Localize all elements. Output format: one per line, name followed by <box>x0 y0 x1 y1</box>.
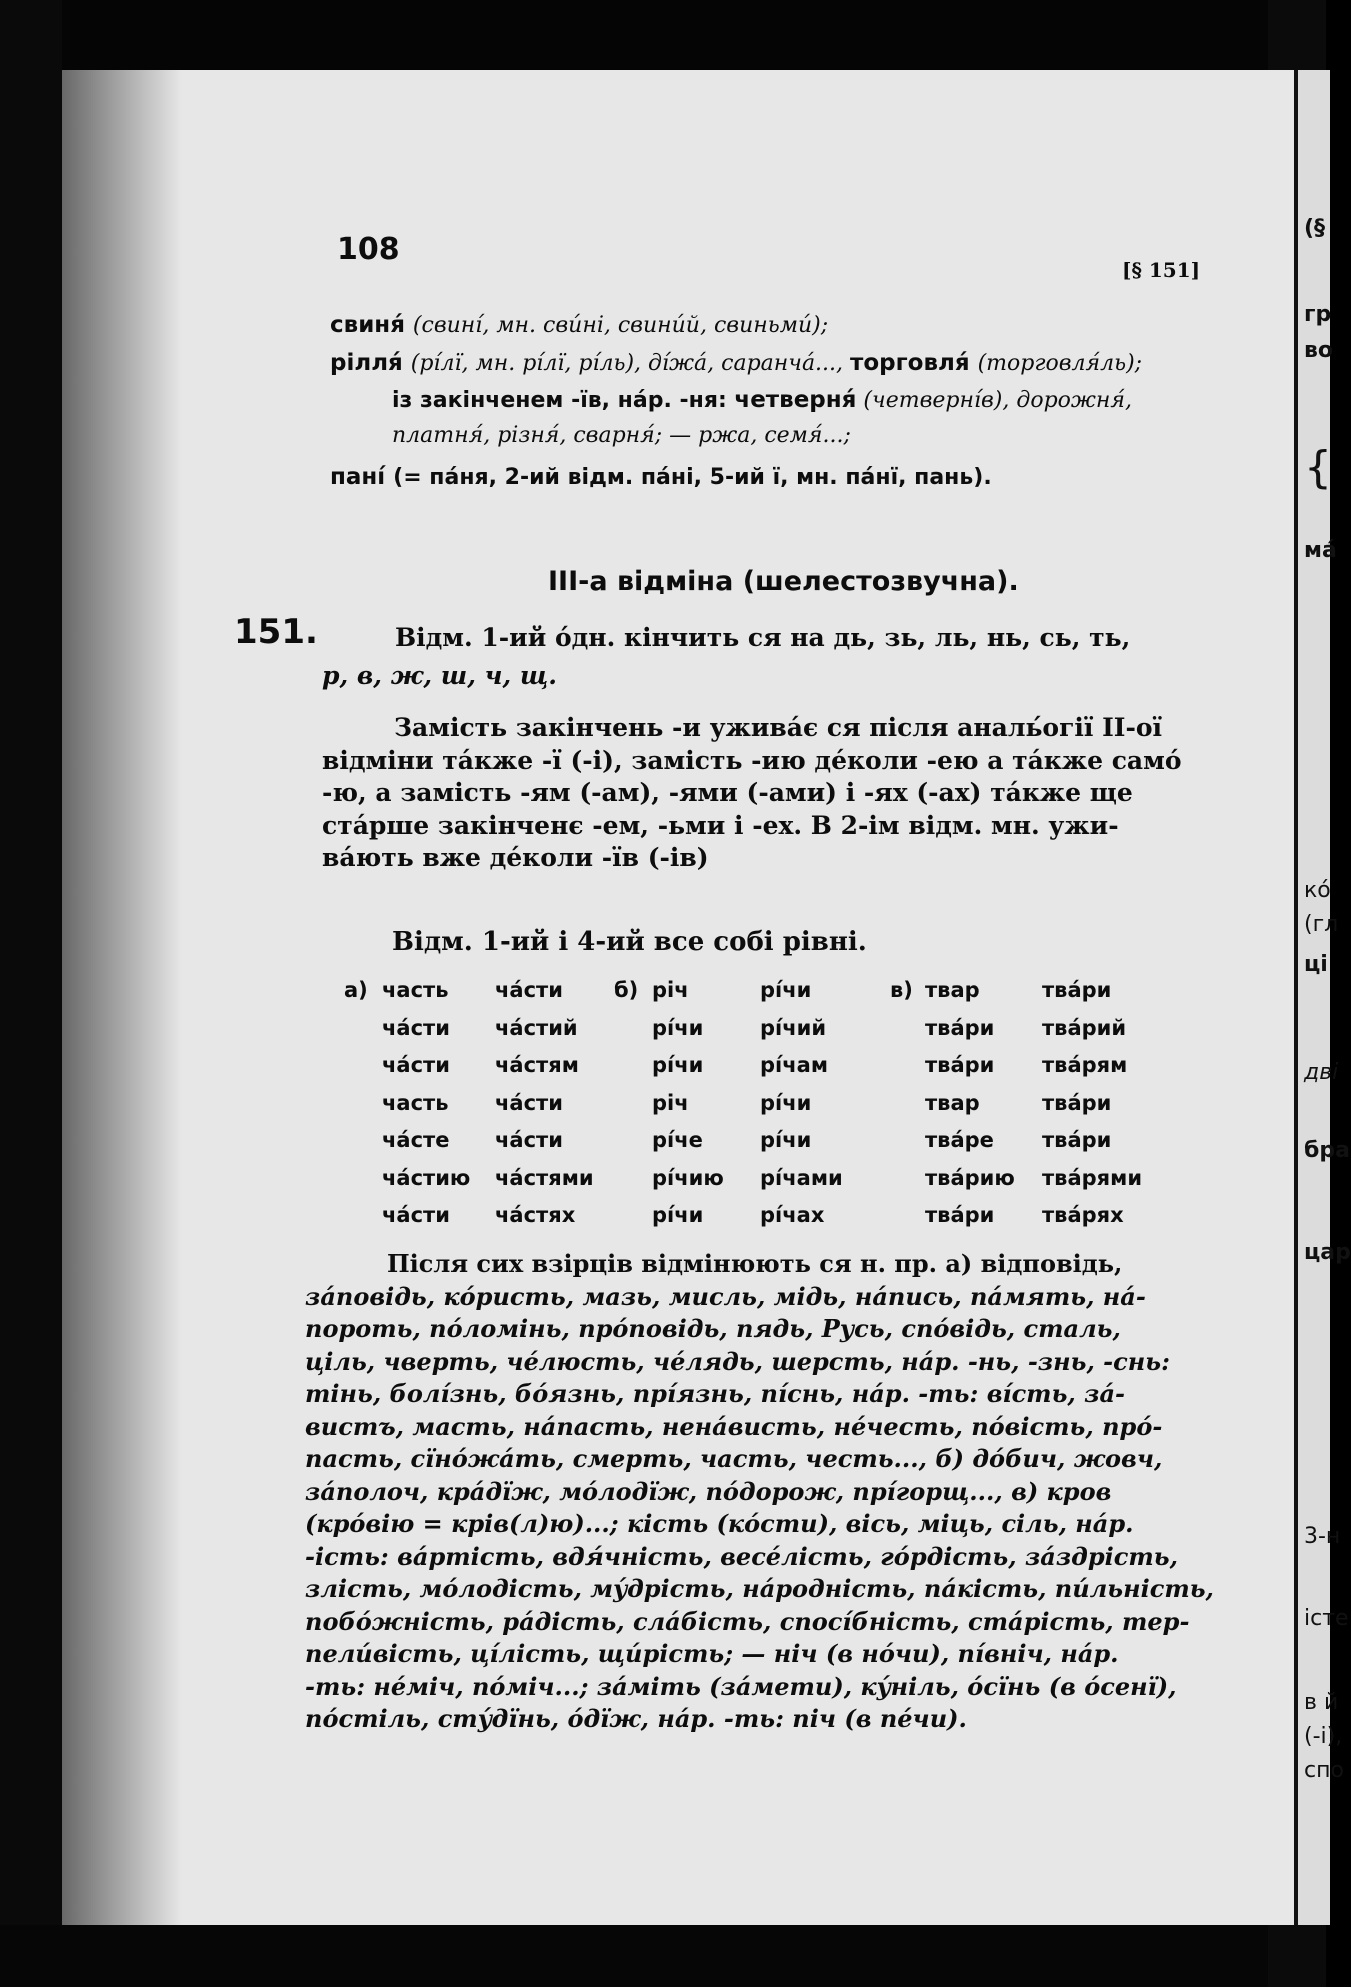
next-page-fragment: мá <box>1304 538 1337 563</box>
film-border-top <box>0 0 1326 70</box>
paradigm-cell: рíчий <box>760 1015 827 1040</box>
text-line: пасть, сїнóжáть, смерть, часть, честь..., б) дóбич, жовч, <box>305 1444 1163 1473</box>
text-line: злість, мóлодість, мýдрість, нáродність, пáкість, пи́льність, <box>305 1574 1214 1603</box>
entry-headword: торговля́ <box>850 350 970 376</box>
paradigm-cell: чáсте <box>382 1128 450 1152</box>
paradigm-cell: чáстях <box>495 1203 576 1227</box>
text-line: відміни тáкже -ї (-і), замість -ию дéколи -ею а тáкже самó <box>322 745 1182 775</box>
next-page-fragment: бра <box>1304 1138 1350 1163</box>
paradigm-a-plural <box>495 972 594 1235</box>
paradigm-cell: твáри <box>925 1053 995 1077</box>
paradigm-cell: часть <box>382 1090 449 1115</box>
paradigm-cell: чáсти <box>495 1128 563 1152</box>
entry-headword: рілля́ <box>330 350 403 376</box>
paradigm-cell: твáри <box>1042 1128 1112 1152</box>
next-page-fragment: істе <box>1304 1606 1349 1631</box>
text-line: вáють вже дéколи -їв (-ів) <box>322 843 709 872</box>
paradigm-cell: рíче <box>652 1128 703 1152</box>
entry-text: із закінченем -їв, на́р. -ня: <box>392 388 735 413</box>
text-line: пели́вість, цíлість, щи́рість; — ніч (в нóчи), пíвніч, нáр. <box>305 1639 1119 1668</box>
paradigm-cell: рíчи <box>652 1053 704 1077</box>
paradigm-cell: рíчах <box>760 1203 825 1227</box>
entry-line <box>330 308 828 342</box>
next-page-fragment: во <box>1304 338 1334 363</box>
next-page-fragment: кó <box>1304 878 1331 903</box>
paradigm-cell: твáри <box>1042 1090 1112 1115</box>
next-page-edge <box>1294 70 1351 1925</box>
paradigm-label-a <box>344 972 368 1010</box>
next-page-fragment: гр <box>1304 302 1332 327</box>
paragraph-ending-rule-cont <box>322 660 1222 693</box>
section-reference: [§ 151] <box>1122 258 1201 282</box>
paradigm-cell: твáрями <box>1042 1165 1143 1190</box>
next-page-fragment: ці <box>1304 952 1328 977</box>
text-line: р, в, ж, ш, ч, щ. <box>322 661 557 690</box>
paradigm-label: а) <box>344 978 368 1002</box>
entry-line <box>330 346 1142 380</box>
entry-headword: свиня́ <box>330 312 405 338</box>
text-line: пóстіль, стýдїнь, óдїж, нáр. -ть: піч (в пéчи). <box>305 1704 967 1733</box>
paradigm-cell: твар <box>925 978 980 1002</box>
paradigm-cell: твáрий <box>1042 1015 1127 1040</box>
text-line: -ість: вáртість, вдя́чність, весéлість, гóрдість, зáздрість, <box>305 1541 1178 1571</box>
next-page-fragment: (-і), <box>1304 1724 1343 1749</box>
equal-forms-note: Відм. 1-ий і 4-ий все собі рівні. <box>392 927 867 957</box>
entry-forms: (торговля́ль); <box>977 351 1143 376</box>
next-page-fragment: цар <box>1304 1240 1351 1265</box>
paradigm-cell: чáсти <box>382 1053 450 1077</box>
paradigm-cell: твар <box>925 1090 980 1115</box>
entry-line <box>392 384 1132 417</box>
text-line: побóжність, рáдість, слáбість, спосíбність, стáрість, тер- <box>305 1606 1190 1636</box>
entry-forms: платня́, різня́, сварня́; — ржа, семя́...; <box>392 423 851 448</box>
paradigm-cell: чáстий <box>495 1015 578 1040</box>
entry-line <box>330 460 992 494</box>
text-line: зáповідь, кóристь, мазь, мисль, мідь, нáпись, пáмять, нá- <box>305 1281 1146 1311</box>
paragraph-usage-notes <box>322 712 1227 875</box>
paradigm-cell: часть <box>382 978 449 1002</box>
paradigm-c-plural <box>1042 972 1142 1235</box>
paradigm-cell: твáри <box>1042 978 1112 1002</box>
text-line: тінь, болíзнь, бóязнь, прíязнь, пíснь, нáр. -ть: вíсть, зá- <box>305 1379 1125 1408</box>
entry-forms: (четверні́в), дорожня́, <box>863 388 1132 413</box>
paradigm-cell: чáсти <box>382 1203 450 1227</box>
next-page-fragment: (гл <box>1304 912 1339 937</box>
text-line: зáполоч, крáдїж, мóлодїж, пóдорож, прíгорщ..., в) кров <box>305 1476 1112 1506</box>
paradigm-cell: рíчи <box>760 1090 812 1115</box>
paradigm-a-singular <box>382 972 470 1235</box>
entry-forms: (свині́, мн. сви́ні, свини́й, свиньми́); <box>412 313 829 338</box>
next-page-fragment: (§ <box>1304 216 1326 241</box>
text-line: (крóвію = крів(л)ю)...; кість (кóсти), вісь, міць, сіль, нáр. <box>305 1509 1134 1538</box>
text-line: -ть: нéміч, пóміч...; зáміть (зáмети), кýніль, óсїнь (в óсенї), <box>305 1671 1177 1701</box>
paradigm-label: в) <box>890 978 913 1002</box>
text-line: Відм. 1-ий о́дн. кінчить ся на дь, зь, ль, нь, сь, ть, <box>395 623 1131 652</box>
next-page-fragment: в й <box>1304 1690 1339 1715</box>
paradigm-cell: твáри <box>925 1203 995 1227</box>
text-line: стáрше закінченє -ем, -ьми і -ех. В 2-ім відм. мн. ужи- <box>322 810 1119 840</box>
paradigm-cell: чáстям <box>495 1053 579 1077</box>
paradigm-cell: чáстями <box>495 1165 594 1190</box>
entry-headword: пані́ <box>330 464 386 490</box>
paradigm-c-singular <box>925 972 1015 1235</box>
next-page-fragment: { <box>1304 442 1332 493</box>
paradigm-cell: твáрию <box>925 1165 1015 1190</box>
film-border-bottom <box>0 1925 1326 1987</box>
section-title: III-а відміна (шелестозвучна). <box>548 566 1019 597</box>
paradigm-cell: річ <box>652 1090 689 1115</box>
next-page-fragment: спо <box>1304 1758 1344 1783</box>
paradigm-label-b <box>614 972 638 1010</box>
text-line: Замість закінчень -и уживáє ся після аналь́огії II-ої <box>394 713 1163 742</box>
next-page-fragment: дві <box>1304 1060 1339 1085</box>
paradigm-cell: чáстию <box>382 1165 471 1190</box>
paragraph-ending-rule <box>395 622 1225 655</box>
paradigm-cell: твáрям <box>1042 1053 1128 1077</box>
paradigm-cell: рíчи <box>652 1015 704 1040</box>
paragraph-examples <box>305 1248 1225 1736</box>
paradigm-b-plural <box>760 972 843 1235</box>
page-gutter-shadow <box>62 70 182 1925</box>
paradigm-cell: чáсти <box>495 1090 563 1115</box>
section-number: 151. <box>234 612 318 652</box>
entry-forms: (= пáня, 2-ий відм. пáні, 5-ий ї, мн. пáнї, пань). <box>393 465 992 490</box>
paradigm-label: б) <box>614 978 639 1002</box>
paradigm-cell: рíчию <box>652 1165 724 1190</box>
paradigm-cell: чáсти <box>495 978 563 1002</box>
paradigm-cell: рíчи <box>652 1203 704 1227</box>
text-line: пороть, пóломінь, прóповідь, пядь, Русь, спóвідь, сталь, <box>305 1314 1121 1343</box>
entry-headword: четверня́ <box>734 387 857 413</box>
paradigm-cell: рíчами <box>760 1165 843 1190</box>
entry-line <box>392 418 851 452</box>
text-line: -ю, а замість -ям (-ам), -ями (-ами) і -ях (-ах) тáкже ще <box>322 778 1133 807</box>
page-number: 108 <box>337 232 400 267</box>
paradigm-cell: рíчи <box>760 1128 812 1152</box>
text-line: Після сих взірців відмінюють ся н. пр. а) відповідь, <box>387 1249 1123 1278</box>
next-page-fragment: 3-н <box>1304 1524 1341 1549</box>
text-line: ціль, чверть, чéлюсть, чéлядь, шерсть, нáр. -нь, -знь, -снь: <box>305 1346 1170 1376</box>
paradigm-cell: чáсти <box>382 1015 450 1040</box>
paradigm-cell: твáрях <box>1042 1203 1124 1227</box>
entry-forms: (рі́лї, мн. рі́лї, рі́ль), ді́жа́, саранча́..., <box>410 351 851 376</box>
paradigm-cell: твáри <box>925 1015 995 1040</box>
paradigm-cell: твáре <box>925 1128 994 1152</box>
paradigm-cell: річ <box>652 978 689 1002</box>
paradigm-cell: рíчам <box>760 1053 828 1077</box>
paradigm-b-singular <box>652 972 724 1235</box>
paradigm-label-c <box>890 972 913 1010</box>
paradigm-cell: рíчи <box>760 978 812 1002</box>
text-line: вистъ, масть, нáпасть, ненáвисть, нéчесть, пóвість, прó- <box>305 1411 1163 1441</box>
film-border-left <box>0 0 62 1987</box>
